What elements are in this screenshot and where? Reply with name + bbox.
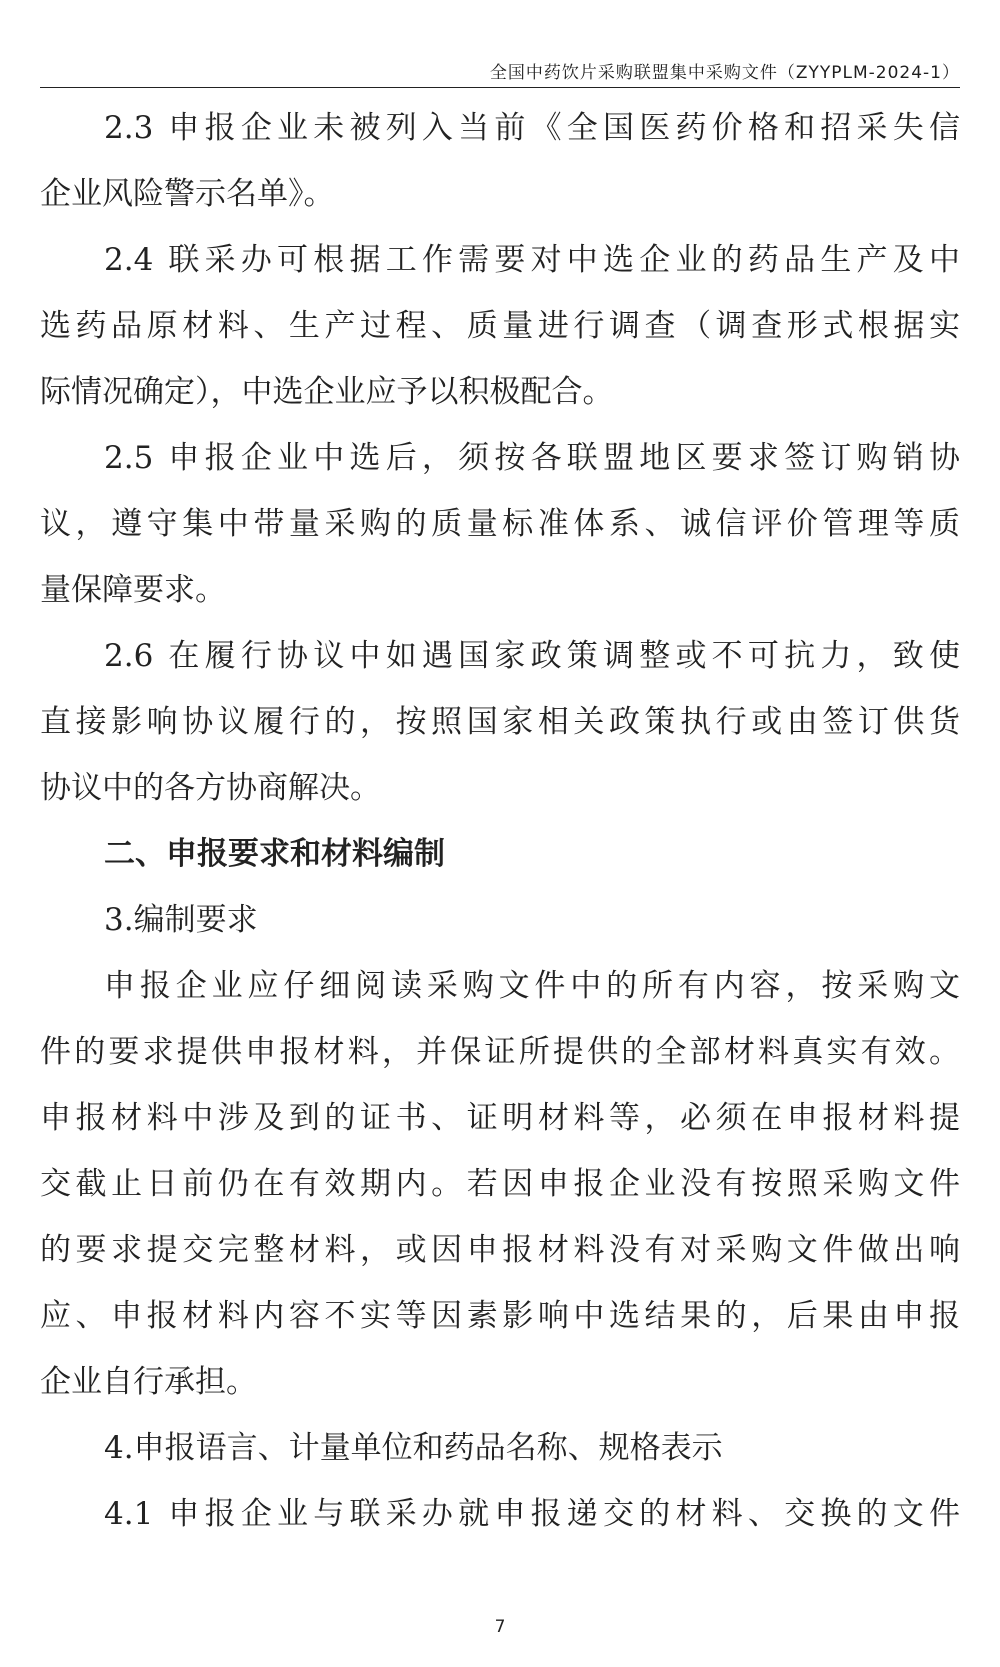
header-title: 全国中药饮片采购联盟集中采购文件（ZYYPLM-2024-1） [489,63,960,83]
subsection-heading: 4.申报语言、计量单位和药品名称、规格表示 [104,1430,723,1466]
subsection-heading: 3.编制要求 [104,902,258,938]
header-divider [40,87,960,88]
paragraph-line: 议，遵守集中带量采购的质量标准体系、诚信评价管理等质 [40,506,960,542]
paragraph-line: 际情况确定），中选企业应予以积极配合。 [40,374,614,410]
paragraph-line: 2.5 申报企业中选后，须按各联盟地区要求签订购销协 [104,440,960,476]
page-number: 7 [494,1617,506,1637]
paragraph-line: 企业自行承担。 [40,1364,257,1400]
paragraph-line: 协议中的各方协商解决。 [40,770,381,806]
paragraph-line: 2.6 在履行协议中如遇国家政策调整或不可抗力，致使 [104,638,960,674]
paragraph-line: 2.4 联采办可根据工作需要对中选企业的药品生产及中 [104,242,960,278]
paragraph-line: 应、申报材料内容不实等因素影响中选结果的，后果由申报 [40,1298,960,1334]
paragraph-line: 直接影响协议履行的，按照国家相关政策执行或由签订供货 [40,704,960,740]
paragraph-line: 的要求提交完整材料，或因申报材料没有对采购文件做出响 [40,1232,960,1268]
page-header [40,56,960,82]
document-body [40,95,1000,1547]
paragraph-line: 申报企业应仔细阅读采购文件中的所有内容，按采购文 [104,968,960,1004]
paragraph-line: 交截止日前仍在有效期内。若因申报企业没有按照采购文件 [40,1166,960,1202]
paragraph-line: 2.3 申报企业未被列入当前《全国医药价格和招采失信 [104,110,960,146]
paragraph-line: 选药品原材料、生产过程、质量进行调查（调查形式根据实 [40,308,960,344]
paragraph-line: 量保障要求。 [40,572,226,608]
paragraph-line: 件的要求提供申报材料，并保证所提供的全部材料真实有效。 [40,1034,960,1070]
section-heading: 二、申报要求和材料编制 [104,836,445,872]
paragraph-line: 4.1 申报企业与联采办就申报递交的材料、交换的文件 [104,1496,960,1532]
paragraph-line: 申报材料中涉及到的证书、证明材料等，必须在申报材料提 [40,1100,960,1136]
paragraph-line: 企业风险警示名单》。 [40,176,335,212]
